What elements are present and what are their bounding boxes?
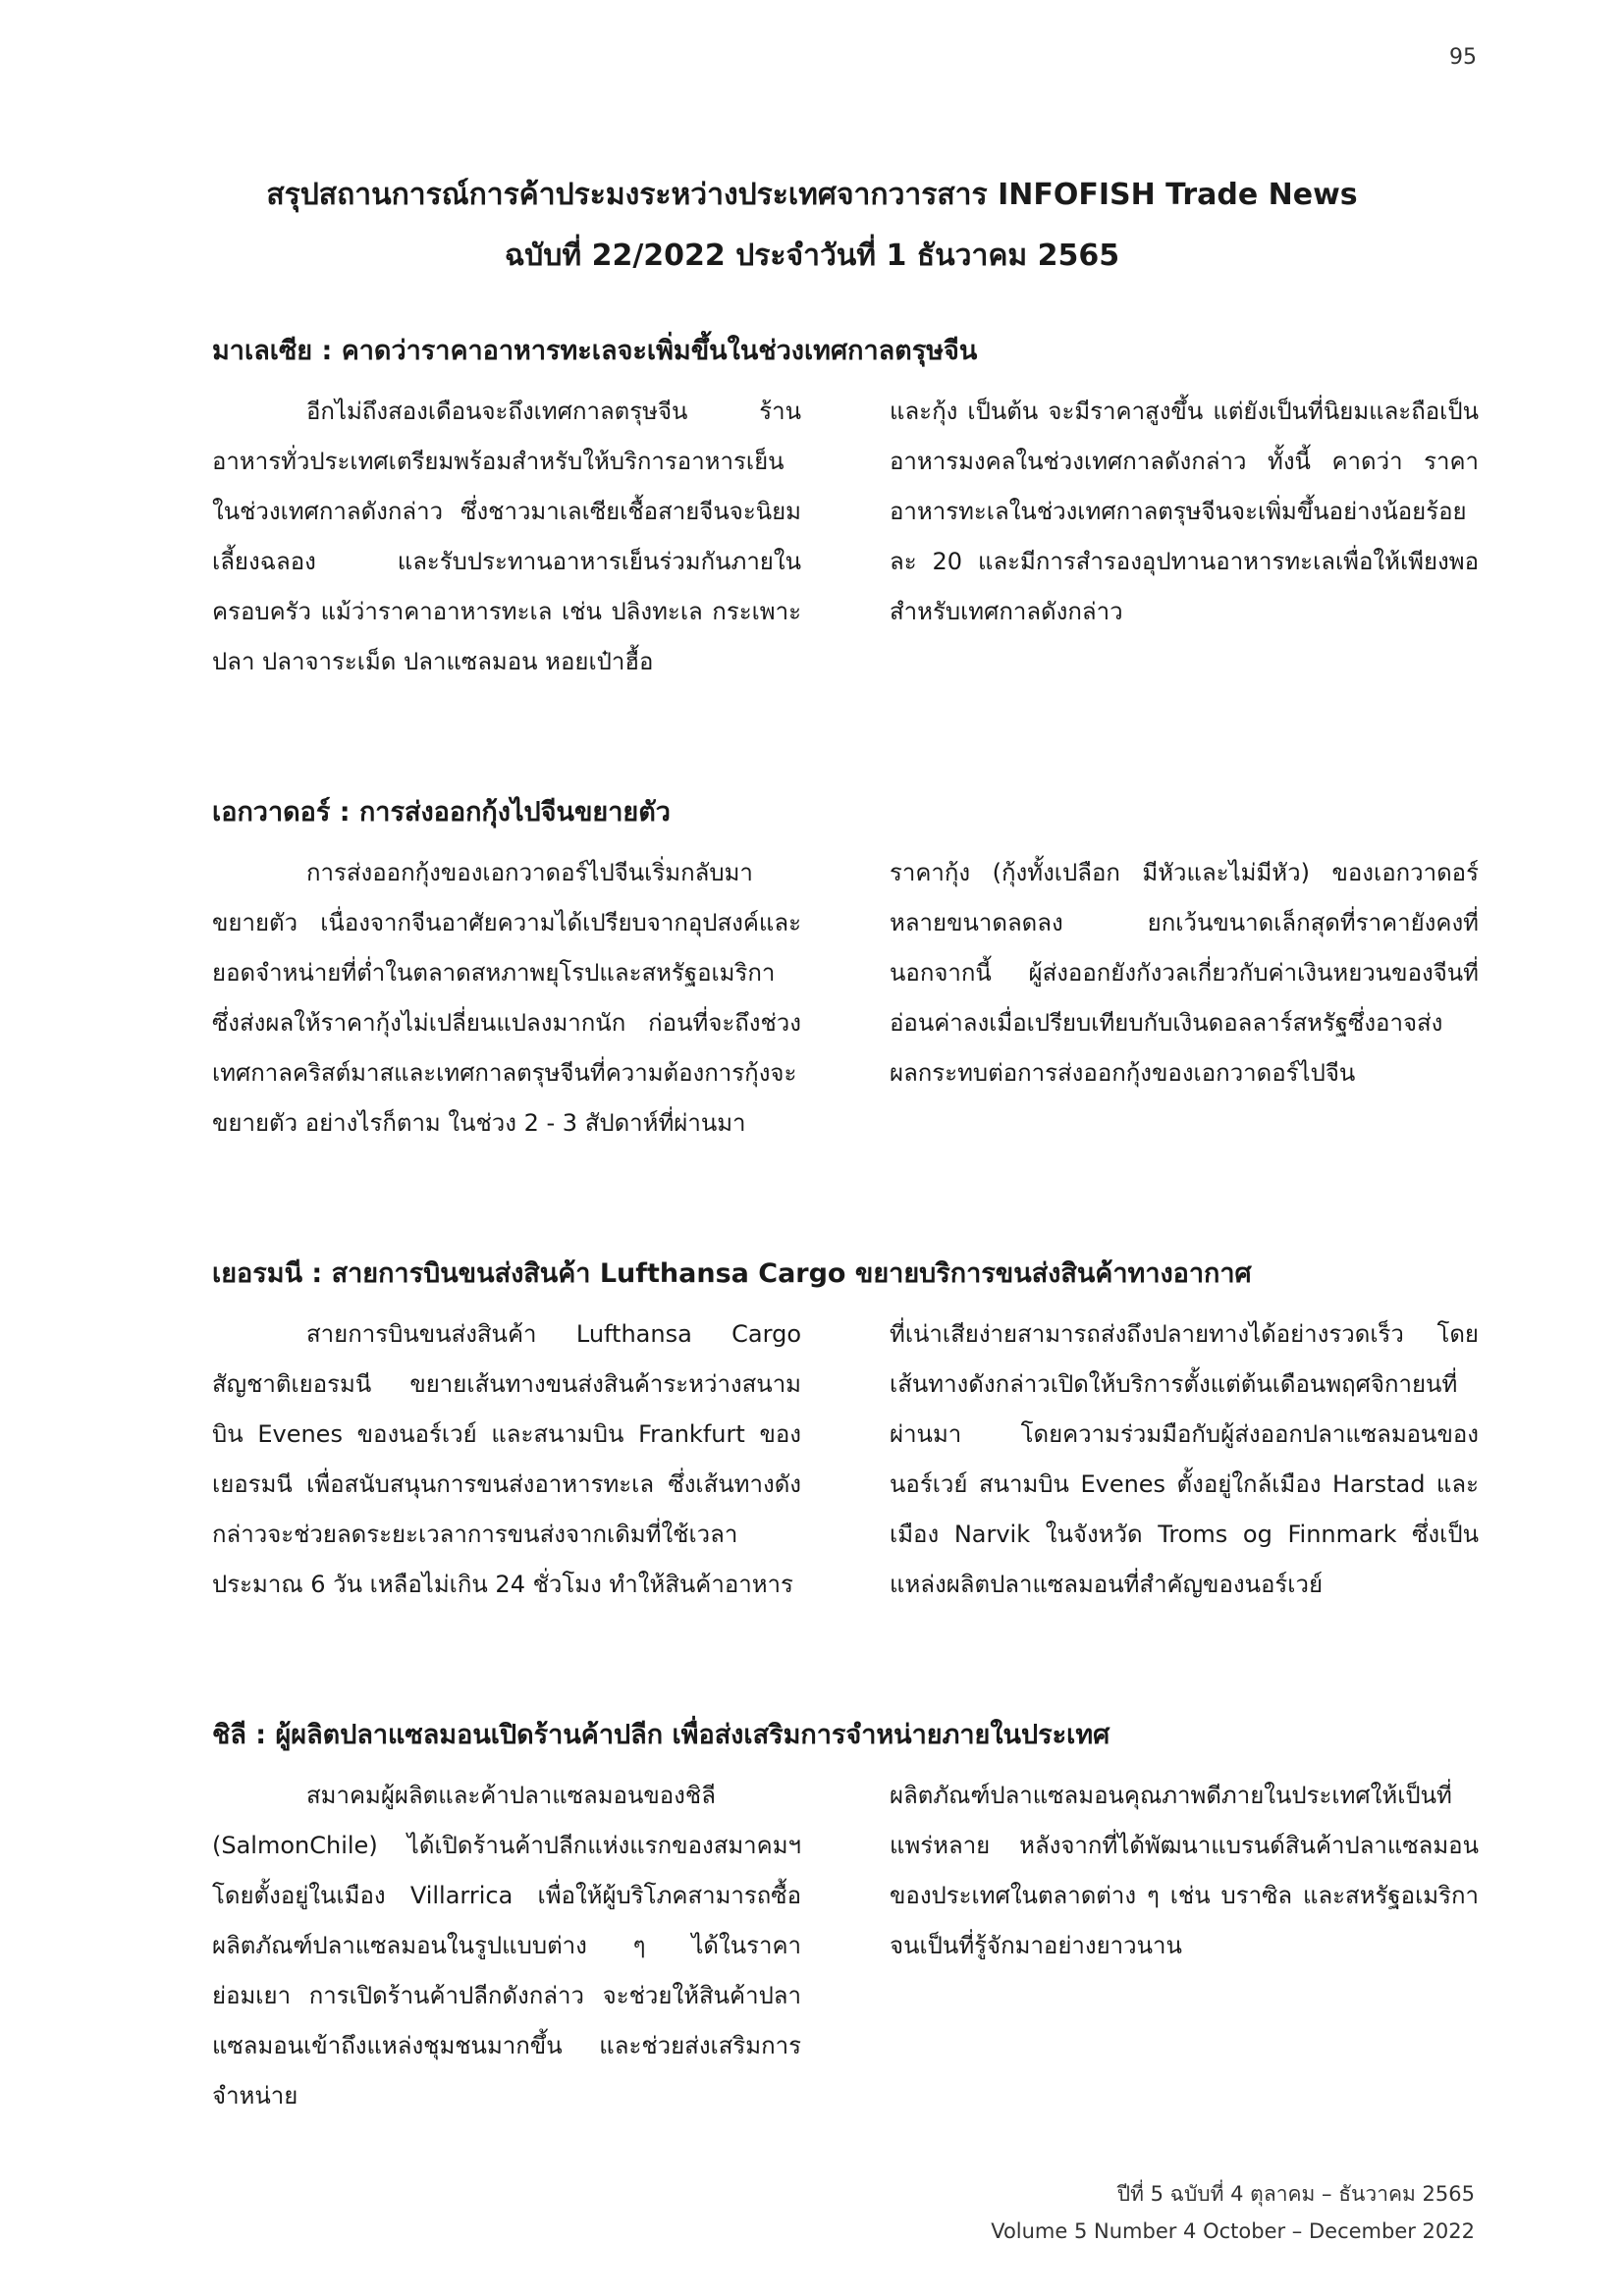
footer-thai-volume: ปีที่ 5 ฉบับที่ 4 ตุลาคม – ธันวาคม 2565	[1116, 2182, 1475, 2206]
left-column-text: สมาคมผู้ผลิตและค้าปลาแซลมอนของชิลี (SalmonChile) ได้เปิดร้านค้าปลีกแห่งแรกของสมาคมฯ โดยตั้งอยู่ในเมือง Villarrica เพื่อให้ผู้บริโภคสามารถซื้อผลิตภัณฑ์ปลาแซลมอนในรูปแบบต่าง ๆ ได้ในราคาย่อมเยา การเปิดร้านค้าปลีกดังกล่าว จะช่วยให้สินค้าปลาแซลมอนเข้าถึงแหล่งชุมชนมากขึ้น และช่วยส่งเสริมการจำหน่าย	[212, 1782, 801, 2109]
left-column-text: การส่งออกกุ้งของเอกวาดอร์ไปจีนเริ่มกลับมาขยายตัว เนื่องจากจีนอาศัยความได้เปรียบจากอุปสงค์และยอดจำหน่ายที่ต่ำในตลาดสหภาพยุโรปและสหรัฐอเมริกา ซึ่งส่งผลให้ราคากุ้งไม่เปลี่ยนแปลงมากนัก ก่อนที่จะถึงช่วงเทศกาลคริสต์มาสและเทศกาลตรุษจีนที่ความต้องการกุ้งจะขยายตัว อย่างไรก็ตาม ในช่วง 2 - 3 สัปดาห์ที่ผ่านมา	[212, 859, 801, 1137]
title-line-2: ฉบับที่ 22/2022 ประจำวันที่ 1 ธันวาคม 2565	[504, 239, 1120, 273]
footer-english-volume: Volume 5 Number 4 October – December 2022	[991, 2219, 1475, 2243]
section-heading: มาเลเซีย : คาดว่าราคาอาหารทะเลจะเพิ่มขึ้นในช่วงเทศกาลตรุษจีน	[212, 336, 978, 366]
section-chile	[212, 1716, 1479, 2121]
section-malaysia	[212, 332, 1479, 687]
section-columns	[212, 1771, 1479, 2121]
journal-footer	[991, 2175, 1475, 2250]
right-column-text: ราคากุ้ง (กุ้งทั้งเปลือก มีหัวและไม่มีหัว) ของเอกวาดอร์หลายขนาดลดลง ยกเว้นขนาดเล็กสุดที่ราคายังคงที่ นอกจากนี้ ผู้ส่งออกยังกังวลเกี่ยวกับค่าเงินหยวนของจีนที่อ่อนค่าลงเมื่อเปรียบเทียบกับเงินดอลลาร์สหรัฐซึ่งอาจส่งผลกระทบต่อการส่งออกกุ้งของเอกวาดอร์ไปจีน	[890, 859, 1479, 1087]
section-heading: เยอรมนี : สายการบินขนส่งสินค้า Lufthansa Cargo ขยายบริการขนส่งสินค้าทางอากาศ	[212, 1258, 1252, 1289]
left-column-text: สายการบินขนส่งสินค้า Lufthansa Cargo สัญชาติเยอรมนี ขยายเส้นทางขนส่งสินค้าระหว่างสนามบิน Evenes ของนอร์เวย์ และสนามบิน Frankfurt ของเยอรมนี เพื่อสนับสนุนการขนส่งอาหารทะเล ซึ่งเส้นทางดังกล่าวจะช่วยลดระยะเวลาการขนส่งจากเดิมที่ใช้เวลาประมาณ 6 วัน เหลือไม่เกิน 24 ชั่วโมง ทำให้สินค้าอาหาร	[212, 1320, 801, 1598]
section-columns	[212, 1309, 1479, 1610]
right-column-text: ผลิตภัณฑ์ปลาแซลมอนคุณภาพดีภายในประเทศให้เป็นที่แพร่หลาย หลังจากที่ได้พัฒนาแบรนด์สินค้าปลาแซลมอนของประเทศในตลาดต่าง ๆ เช่น บราซิล และสหรัฐอเมริกา จนเป็นที่รู้จักมาอย่างยาวนาน	[890, 1782, 1479, 1959]
section-columns	[212, 848, 1479, 1148]
section-columns	[212, 387, 1479, 687]
page-number: 95	[1449, 45, 1477, 70]
section-germany	[212, 1255, 1479, 1610]
section-heading: เอกวาดอร์ : การส่งออกกุ้งไปจีนขยายตัว	[212, 797, 671, 828]
section-ecuador	[212, 793, 1479, 1148]
section-heading: ชิลี : ผู้ผลิตปลาแซลมอนเปิดร้านค้าปลีก เพื่อส่งเสริมการจำหน่ายภายในประเทศ	[212, 1720, 1110, 1750]
right-column-text: ที่เน่าเสียง่ายสามารถส่งถึงปลายทางได้อย่างรวดเร็ว โดยเส้นทางดังกล่าวเปิดให้บริการตั้งแต่ต้นเดือนพฤศจิกายนที่ผ่านมา โดยความร่วมมือกับผู้ส่งออกปลาแซลมอนของนอร์เวย์ สนามบิน Evenes ตั้งอยู่ใกล้เมือง Harstad และเมือง Narvik ในจังหวัด Troms og Finnmark ซึ่งเป็นแหล่งผลิตปลาแซลมอนที่สำคัญของนอร์เวย์	[890, 1320, 1479, 1598]
document-title	[0, 165, 1624, 287]
right-column-text: และกุ้ง เป็นต้น จะมีราคาสูงขึ้น แต่ยังเป็นที่นิยมและถือเป็นอาหารมงคลในช่วงเทศกาลดังกล่าว ทั้งนี้ คาดว่า ราคาอาหารทะเลในช่วงเทศกาลตรุษจีนจะเพิ่มขึ้นอย่างน้อยร้อยละ 20 และมีการสำรองอุปทานอาหารทะเลเพื่อให้เพียงพอสำหรับเทศกาลดังกล่าว	[890, 398, 1479, 625]
left-column-text: อีกไม่ถึงสองเดือนจะถึงเทศกาลตรุษจีน ร้านอาหารทั่วประเทศเตรียมพร้อมสำหรับให้บริการอาหารเย็นในช่วงเทศกาลดังกล่าว ซึ่งชาวมาเลเซียเชื้อสายจีนจะนิยมเลี้ยงฉลอง และรับประทานอาหารเย็นร่วมกันภายในครอบครัว แม้ว่าราคาอาหารทะเล เช่น ปลิงทะเล กระเพาะปลา ปลาจาระเม็ด ปลาแซลมอน หอยเป๋าฮื้อ	[212, 398, 801, 675]
title-line-1: สรุปสถานการณ์การค้าประมงระหว่างประเทศจากวารสาร INFOFISH Trade News	[266, 178, 1358, 212]
